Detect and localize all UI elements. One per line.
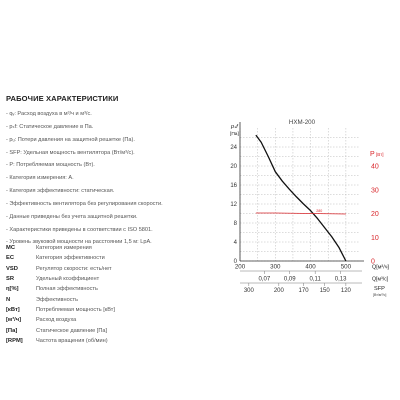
legend-abbr: N — [6, 296, 11, 303]
legend-abbr: [Па] — [6, 327, 18, 334]
power-curve-label: 280 — [316, 209, 323, 214]
x2-tick-label: 0,07 — [258, 276, 271, 283]
legend-desc: Категория измерения — [36, 245, 92, 251]
y-left-tick-label: 8 — [233, 221, 237, 227]
sfp-axis-unit: [Вт/м³/с] — [373, 293, 387, 297]
y-left-tick-label: 12 — [230, 202, 237, 208]
y-left-tick-label: 16 — [230, 183, 237, 189]
legend-desc: Полная эффективность — [36, 286, 98, 293]
x-axis-label: Q[м³/ч] — [372, 264, 389, 271]
legend-abbr: EC — [6, 255, 15, 262]
y-right-tick-label: 40 — [371, 163, 379, 171]
y-left-axis-label: pₛf — [231, 124, 238, 130]
y-right-tick-label: 0 — [371, 258, 375, 266]
note-item: - Данные приведены без учета защитной решетки. — [6, 213, 138, 220]
legend-desc: Статическое давление [Па] — [36, 327, 108, 334]
legend-desc: Эффективность — [36, 296, 78, 303]
note-item: - qᵥ: Расход воздуха в м³/ч и м³/с. — [6, 111, 92, 117]
y-right-axis-unit: [Вт] — [376, 152, 384, 157]
sfp-axis-label: SFP — [374, 286, 385, 292]
y-right-axis-label: P — [370, 151, 375, 158]
note-item: - Характеристики приведены в соответствии с ISO 5801. — [6, 226, 153, 233]
y-right-tick-label: 10 — [371, 234, 379, 242]
sfp-tick-label: 120 — [340, 288, 351, 294]
legend-abbr: [м³/ч] — [6, 317, 22, 324]
legend-desc: Частота вращения (об/мин) — [36, 338, 108, 345]
y-right-tick-label: 20 — [371, 211, 379, 218]
sfp-tick-label: 200 — [273, 288, 284, 294]
chart-title: HXM-200 — [288, 119, 316, 126]
y-left-tick-label: 0 — [233, 259, 237, 265]
legend-desc: Категория эффективности — [36, 255, 105, 262]
note-item: - SFP: Удельная мощность вентилятора (Вт/м³/с). — [6, 149, 135, 156]
x2-tick-label: 0,09 — [283, 276, 296, 283]
power-curve — [256, 213, 346, 214]
x-tick-label: 200 — [234, 263, 246, 271]
x-tick-label: 500 — [340, 263, 352, 271]
legend-desc: Потребляемая мощность [кВт] — [36, 307, 115, 314]
sfp-tick-label: 300 — [243, 288, 254, 294]
legend-abbr: MC — [6, 245, 16, 251]
legend-desc: Расход воздуха — [36, 317, 77, 324]
y-left-tick-label: 24 — [230, 145, 237, 151]
note-item: - Эффективность вентилятора без регулирования скорости. — [6, 200, 163, 207]
x2-tick-label: 0,11 — [309, 276, 321, 283]
legend-abbr: [кВт] — [6, 307, 20, 314]
x-tick-label: 400 — [305, 263, 316, 271]
sfp-tick-label: 150 — [319, 288, 330, 294]
legend-abbr: SR — [6, 276, 15, 283]
y-left-axis-unit: [Па] — [230, 132, 239, 137]
legend-abbr: [RPM] — [6, 338, 23, 345]
x2-axis-label: Q[м³/с] — [372, 276, 389, 283]
sfp-tick-label: 170 — [298, 288, 309, 294]
note-item: - pₛf: Статическое давление в Па. — [6, 123, 94, 130]
note-item: - Уровень звуковой мощности на расстоянии 1,5 м: LpA. — [6, 239, 152, 246]
x2-tick-label: 0,13 — [334, 276, 347, 283]
note-item: - Категория измерения: А. — [6, 175, 74, 182]
y-left-tick-label: 4 — [233, 240, 237, 246]
y-left-tick-label: 20 — [230, 164, 237, 170]
y-right-tick-label: 30 — [371, 187, 379, 195]
legend-desc: Удельный коэффициент — [36, 276, 100, 283]
legend-abbr: η[%] — [6, 286, 19, 293]
legend-abbr: VSD — [6, 265, 18, 272]
note-item: - pᵤ: Потери давления на защитной решетке (Па). — [6, 136, 135, 143]
notes-heading: РАБОЧИЕ ХАРАКТЕРИСТИКИ — [6, 94, 119, 103]
legend-desc: Регулятор скорости: есть/нет — [36, 265, 112, 272]
note-item: - P: Потребляемая мощность (Вт). — [6, 162, 95, 169]
note-item: - Категория эффективности: статическая. — [6, 188, 115, 195]
x-tick-label: 300 — [270, 263, 281, 271]
